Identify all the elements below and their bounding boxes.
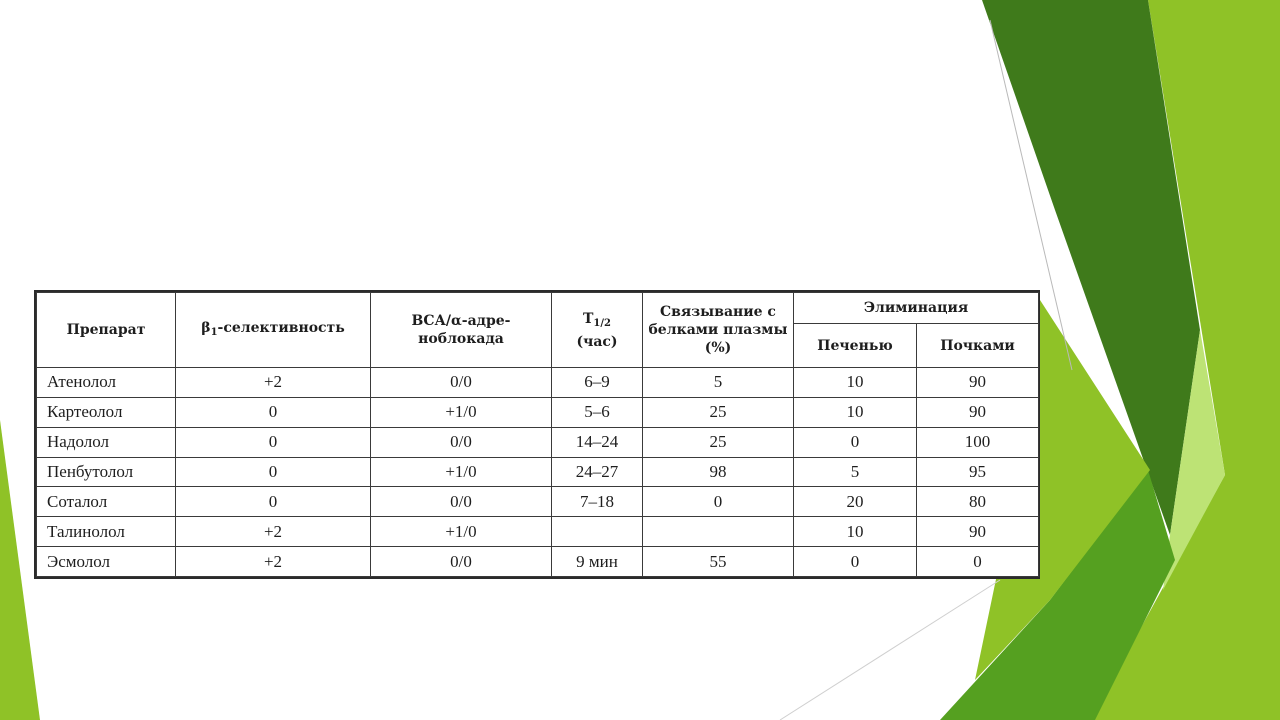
cell-bca: +1/0 [371,457,552,487]
cell-liver: 10 [794,517,917,547]
cell-kidneys: 80 [917,487,1039,517]
cell-beta1: 0 [176,397,371,427]
cell-half-life: 9 мин [552,547,643,577]
cell-protein-binding [643,517,794,547]
header-beta1-selectivity [176,293,371,368]
cell-drug: Пенбутолол [37,457,176,487]
half-life-unit: (час) [576,333,618,350]
cell-protein-binding: 98 [643,457,794,487]
half-life-subscript: 1/2 [593,317,611,329]
cell-protein-binding: 0 [643,487,794,517]
cell-beta1: 0 [176,457,371,487]
cell-kidneys: 0 [917,547,1039,577]
cell-bca: 0/0 [371,368,552,398]
cell-protein-binding: 55 [643,547,794,577]
cell-liver: 0 [794,427,917,457]
cell-drug: Атенолол [37,368,176,398]
cell-bca: +1/0 [371,397,552,427]
header-drug: Препарат [37,293,176,368]
table-row [37,368,1039,398]
cell-protein-binding: 25 [643,427,794,457]
cell-beta1: 0 [176,487,371,517]
cell-half-life: 5–6 [552,397,643,427]
cell-liver: 10 [794,397,917,427]
cell-drug: Картеолол [37,397,176,427]
beta-blockers-table-container [34,290,1040,579]
table-row [37,457,1039,487]
cell-half-life: 24–27 [552,457,643,487]
cell-drug: Надолол [37,427,176,457]
cell-bca: +1/0 [371,517,552,547]
cell-kidneys: 90 [917,517,1039,547]
header-liver: Печенью [794,324,917,368]
cell-kidneys: 100 [917,427,1039,457]
cell-bca: 0/0 [371,547,552,577]
table-row [37,487,1039,517]
cell-beta1: +2 [176,517,371,547]
beta-suffix: -селективность [217,319,345,336]
beta-blockers-table [36,292,1039,577]
cell-beta1: +2 [176,547,371,577]
half-life-t: T [583,310,594,327]
cell-liver: 0 [794,547,917,577]
cell-kidneys: 95 [917,457,1039,487]
beta-symbol: β [201,319,211,336]
header-half-life [552,293,643,368]
cell-protein-binding: 25 [643,397,794,427]
cell-drug: Эсмолол [37,547,176,577]
cell-beta1: 0 [176,427,371,457]
cell-liver: 10 [794,368,917,398]
header-bca-alpha-blockade: ВСА/α-адре-ноблокада [371,293,552,368]
header-kidneys: Почками [917,324,1039,368]
header-protein-binding: Связывание с белками плазмы (%) [643,293,794,368]
cell-liver: 20 [794,487,917,517]
table-row [37,397,1039,427]
cell-kidneys: 90 [917,368,1039,398]
cell-half-life: 7–18 [552,487,643,517]
cell-bca: 0/0 [371,427,552,457]
table-row [37,517,1039,547]
cell-half-life: 14–24 [552,427,643,457]
cell-liver: 5 [794,457,917,487]
beta-subscript: 1 [210,326,218,338]
cell-half-life [552,517,643,547]
cell-beta1: +2 [176,368,371,398]
cell-bca: 0/0 [371,487,552,517]
cell-kidneys: 90 [917,397,1039,427]
cell-half-life: 6–9 [552,368,643,398]
table-row [37,547,1039,577]
header-elimination: Элиминация [794,293,1039,324]
table-row [37,427,1039,457]
cell-drug: Талинолол [37,517,176,547]
cell-drug: Соталол [37,487,176,517]
cell-protein-binding: 5 [643,368,794,398]
